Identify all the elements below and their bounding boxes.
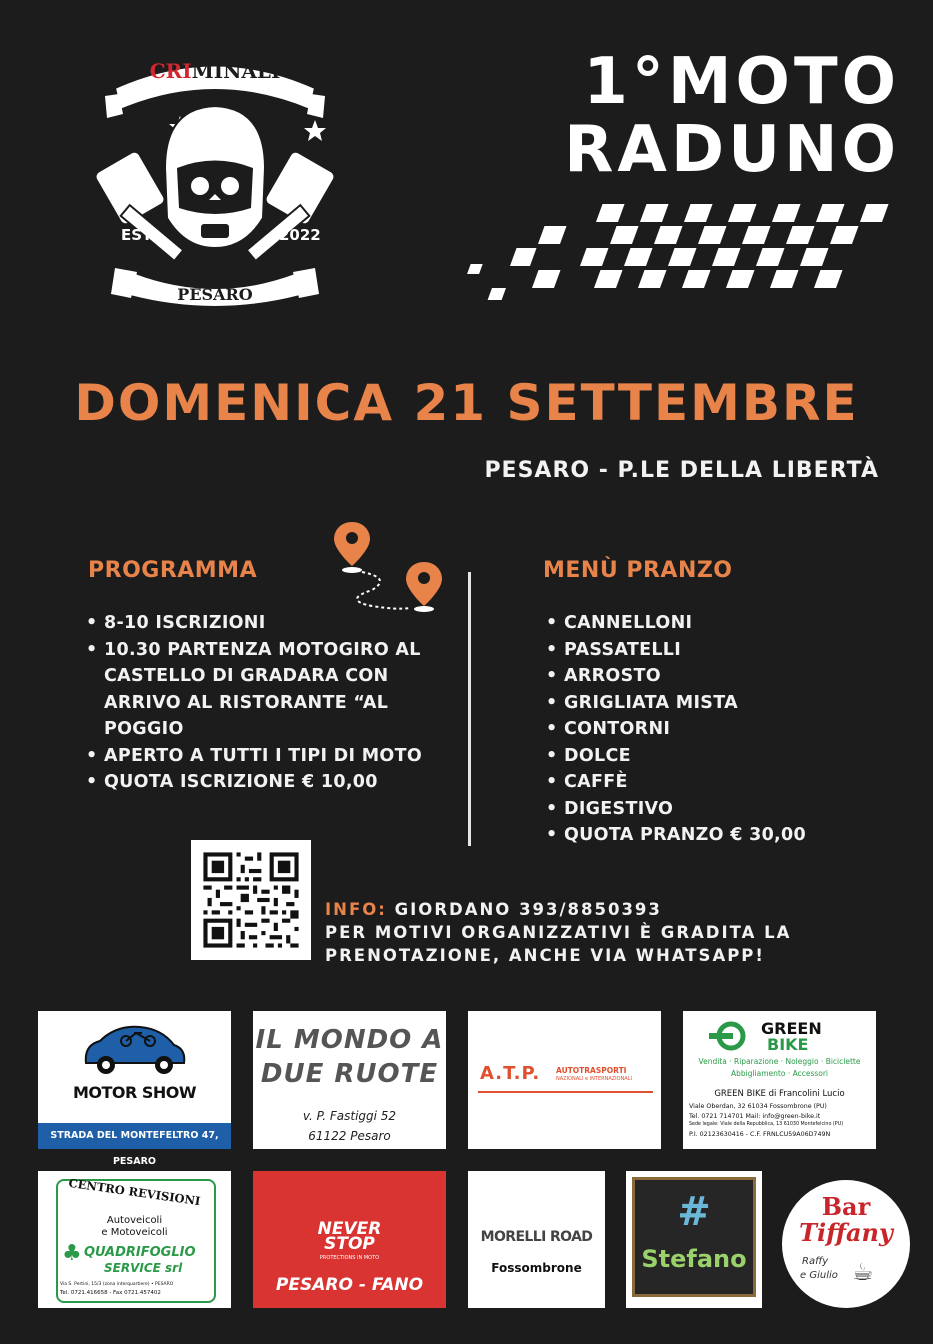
- tiffany-line-2: Tiffany: [799, 1218, 893, 1247]
- morelli-city: Fossombrone: [491, 1261, 582, 1275]
- motor-show-name: MOTOR SHOW: [72, 1083, 197, 1102]
- sponsor-stefano[interactable]: [626, 1171, 762, 1308]
- event-place: PESARO - P.LE DELLA LIBERTÀ: [484, 458, 879, 483]
- list-item: • 10.30 PARTENZA MOTOGIRO AL CASTELLO DI GRADARA CON ARRIVO AL RISTORANTE “AL POGGIO: [86, 637, 426, 743]
- tiffany-line-4: e Giulio: [800, 1270, 838, 1281]
- list-item: • APERTO A TUTTI I TIPI DI MOTO: [86, 743, 426, 770]
- sponsor-motor-show[interactable]: [38, 1011, 231, 1167]
- list-item: • GRIGLIATA MISTA: [546, 690, 846, 717]
- centro-line-1: CENTRO REVISIONI: [67, 1175, 202, 1209]
- menu-list: [546, 610, 846, 849]
- stefano-name: Stefano: [641, 1245, 747, 1273]
- motor-show-address: STRADA DEL MONTEFELTRO 47, PESARO: [38, 1123, 231, 1149]
- mondo-line-1: IL MONDO A: [255, 1025, 444, 1055]
- atp-name: A.T.P.: [480, 1063, 541, 1084]
- list-item: • QUOTA ISCRIZIONE € 10,00: [86, 769, 426, 796]
- map-route-icon: [332, 520, 448, 614]
- centro-line-3: e Motoveicoli: [101, 1227, 168, 1238]
- title-line-2: RADUNO: [564, 113, 900, 187]
- list-item: • DOLCE: [546, 743, 846, 770]
- info-block: [325, 898, 805, 967]
- green-bike-logo-icon: [709, 1021, 755, 1051]
- green-bike-owner: GREEN BIKE di Francolini Lucio: [714, 1089, 845, 1099]
- centro-address: Via S. Pertini, 15/3 (zona interquartiere) • PESARO: [60, 1282, 174, 1287]
- centro-tel: Tel. 0721.416658 - Fax 0721.457402: [60, 1290, 161, 1296]
- centro-line-5: SERVICE srl: [104, 1261, 183, 1275]
- logo-bottom-text: PESARO: [177, 285, 253, 304]
- clover-icon: ♣: [62, 1241, 82, 1266]
- never-stop-line-1: NEVER: [317, 1219, 382, 1239]
- green-bike-line-2: BIKE: [767, 1035, 809, 1054]
- list-item: • QUOTA PRANZO € 30,00: [546, 822, 846, 849]
- criminali-logo: [95, 48, 335, 310]
- title-line-1: 1°MOTO: [583, 45, 900, 119]
- sponsor-mondo-due-ruote[interactable]: [253, 1011, 446, 1149]
- list-item: • CANNELLONI: [546, 610, 846, 637]
- programma-list: [86, 610, 426, 796]
- never-stop-line-2: STOP: [324, 1234, 375, 1254]
- never-stop-city: PESARO - FANO: [275, 1275, 424, 1295]
- green-bike-services-2: Abbigliamento · Accessori: [730, 1069, 829, 1078]
- morelli-name: MORELLI ROAD: [480, 1229, 593, 1245]
- list-item: • DIGESTIVO: [546, 796, 846, 823]
- sponsor-morelli-road[interactable]: [468, 1171, 605, 1308]
- list-item: • CAFFÈ: [546, 769, 846, 796]
- car-icon: [78, 1019, 190, 1081]
- qr-code[interactable]: [191, 840, 311, 960]
- list-item: • 8-10 ISCRIZIONI: [86, 610, 426, 637]
- atp-sub-2: NAZIONALI e INTERNAZIONALI: [556, 1076, 632, 1082]
- sponsor-never-stop[interactable]: [253, 1171, 446, 1308]
- green-bike-services: Vendita · Riparazione · Noleggio · Biciclette: [698, 1057, 861, 1066]
- mondo-line-2: DUE RUOTE: [260, 1059, 439, 1089]
- event-title: [520, 45, 900, 187]
- info-label: INFO:: [325, 900, 387, 919]
- list-item: • PASSATELLI: [546, 637, 846, 664]
- centro-line-2: Autoveicoli: [106, 1215, 163, 1226]
- logo-top-text: CRIMINALI: [149, 59, 281, 83]
- info-contact: GIORDANO 393/8850393: [386, 900, 662, 919]
- sponsor-centro-revisioni[interactable]: [38, 1171, 231, 1308]
- checkered-flag-icon: [464, 200, 874, 304]
- star-icon: [304, 120, 326, 141]
- coffee-cup-icon: ☕: [852, 1258, 874, 1286]
- qr-code-icon: [191, 840, 311, 960]
- green-bike-sede: Sede legale: Viale della Repubblica, 13 61030 Montefelcino (PU): [689, 1122, 844, 1127]
- list-item: • ARROSTO: [546, 663, 846, 690]
- logo-est: EST: [121, 226, 153, 244]
- logo-year: 2022: [279, 226, 321, 244]
- list-item: • CONTORNI: [546, 716, 846, 743]
- info-note: PER MOTIVI ORGANIZZATIVI È GRADITA LA PRENOTAZIONE, ANCHE VIA WHATSAPP!: [325, 923, 792, 965]
- centro-line-4: QUADRIFOGLIO: [84, 1245, 196, 1260]
- sponsor-bar-tiffany[interactable]: [782, 1180, 910, 1308]
- green-bike-tel: Tel. 0721 714701 Mail: info@green-bike.it: [689, 1113, 821, 1120]
- atp-underline: [478, 1091, 653, 1093]
- green-bike-address: Viale Oberdan, 32 61034 Fossombrone (PU): [689, 1103, 827, 1110]
- tiffany-line-1: Bar: [821, 1192, 871, 1221]
- green-bike-piva: P.I. 02123630416 - C.F. FRNLCU59A06D749N: [689, 1131, 831, 1138]
- tiffany-line-3: Raffy: [802, 1256, 829, 1267]
- stefano-hash-icon: #: [677, 1189, 711, 1235]
- mondo-address-2: 61122 Pesaro: [308, 1129, 391, 1143]
- sponsor-atp[interactable]: [468, 1011, 661, 1149]
- green-bike-line-1: GREEN: [761, 1019, 822, 1038]
- sponsor-green-bike[interactable]: [683, 1011, 876, 1149]
- column-divider: [468, 572, 471, 846]
- event-date: DOMENICA 21 SETTEMBRE: [74, 374, 859, 432]
- never-stop-tag: PROTECTIONS IN MOTO: [319, 1255, 380, 1261]
- atp-sub-1: AUTOTRASPORTI: [556, 1066, 627, 1075]
- programma-title: PROGRAMMA: [88, 558, 258, 583]
- menu-title: MENÙ PRANZO: [543, 558, 733, 583]
- mondo-address-1: v. P. Fastiggi 52: [302, 1109, 397, 1123]
